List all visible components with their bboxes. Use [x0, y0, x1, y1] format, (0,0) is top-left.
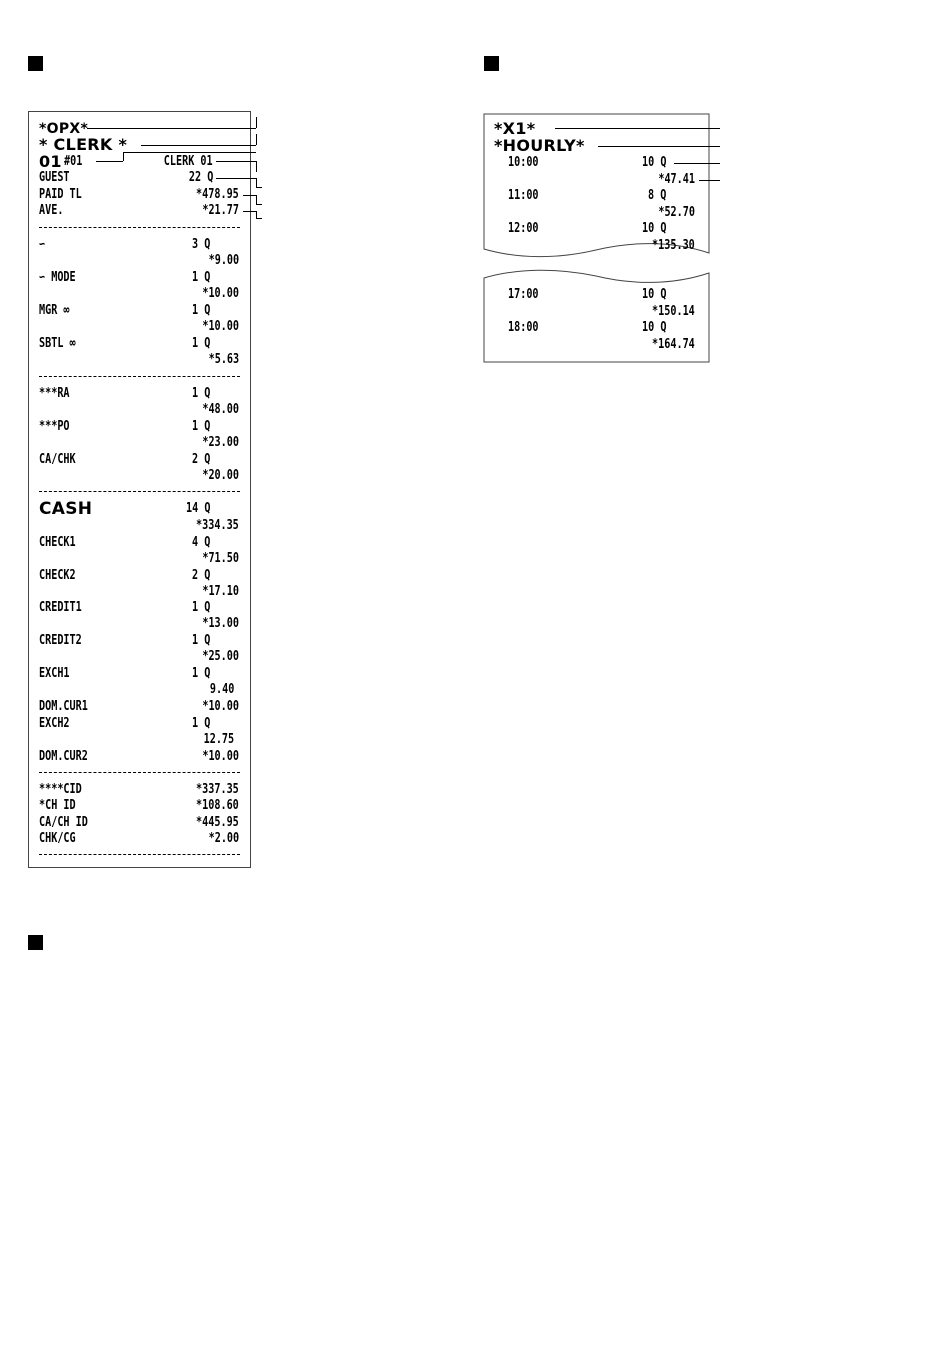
row-label: CREDIT1	[39, 600, 82, 615]
row-label: CHECK1	[39, 535, 76, 550]
row-count: 1 Q	[192, 386, 211, 401]
row-amount: *17.10	[202, 584, 239, 599]
hour-count: 10 Q	[642, 287, 667, 302]
callout-line-title-tick	[256, 134, 257, 145]
row-label: ***PO	[39, 419, 70, 434]
total-label: *CH ID	[39, 798, 76, 813]
row-label: EXCH1	[39, 666, 70, 681]
row-amount: 12.75	[203, 732, 234, 747]
clerk-code: 01	[39, 152, 62, 171]
paid-total-value: *478.95	[196, 187, 239, 202]
section-marker-hourly	[484, 56, 499, 71]
row-count: 4 Q	[192, 535, 211, 550]
row-label: CA/CHK	[39, 452, 76, 467]
callout-line-paid	[243, 195, 256, 196]
separator-5	[39, 854, 240, 855]
total-amount: *445.95	[196, 815, 239, 830]
section-marker-third	[28, 935, 43, 950]
hour-count: 10 Q	[642, 155, 667, 170]
row-count: 1 Q	[192, 633, 211, 648]
callout-line-guest	[216, 178, 256, 179]
hourly-title: *HOURLY*	[494, 136, 585, 155]
row-label: ***RA	[39, 386, 70, 401]
row-label: EXCH2	[39, 716, 70, 731]
row-amount: *20.00	[202, 468, 239, 483]
row-count: 1 Q	[192, 270, 211, 285]
callout-line-ave-end	[256, 218, 262, 219]
row-amount: *10.00	[202, 699, 239, 714]
callout-line-clerk-name-tick	[256, 161, 257, 172]
row-label: MGR ∞	[39, 303, 70, 318]
hour-time: 11:00	[508, 188, 539, 203]
hour-count: 10 Q	[642, 320, 667, 335]
receipt-title: * CLERK *	[39, 135, 128, 154]
hour-amount: *52.70	[658, 205, 695, 220]
separator-3	[39, 491, 240, 492]
callout-line-hourly-amount	[699, 180, 720, 181]
row-amount: *9.00	[208, 253, 239, 268]
callout-line-ave	[243, 211, 256, 212]
row-amount: *10.00	[202, 319, 239, 334]
hour-amount: *135.30	[652, 238, 695, 253]
row-label: DOM.CUR1	[39, 699, 88, 714]
callout-line-mode-tick	[256, 117, 257, 128]
callout-line-hourly-count	[674, 163, 720, 164]
row-amount: *23.00	[202, 435, 239, 450]
total-amount: *108.60	[196, 798, 239, 813]
callout-line-guest-end	[256, 187, 262, 188]
callout-line-title	[141, 145, 256, 146]
callout-line-ave-tick	[256, 211, 257, 218]
row-count: 2 Q	[192, 452, 211, 467]
row-count: 1 Q	[192, 600, 211, 615]
row-amount: *334.35	[196, 518, 239, 533]
callout-line-guest-tick	[256, 178, 257, 187]
row-count: 1 Q	[192, 666, 211, 681]
row-label: DOM.CUR2	[39, 749, 88, 764]
callout-line-clerk-name	[216, 161, 256, 162]
hour-time: 10:00	[508, 155, 539, 170]
hourly-mode: *X1*	[494, 119, 536, 138]
hour-amount: *47.41	[658, 172, 695, 187]
total-label: CHK/CG	[39, 831, 76, 846]
guest-label: GUEST	[39, 170, 70, 185]
average-value: *21.77	[202, 203, 239, 218]
average-label: AVE.	[39, 203, 64, 218]
row-amount: *48.00	[202, 402, 239, 417]
hour-count: 10 Q	[642, 221, 667, 236]
row-label: CREDIT2	[39, 633, 82, 648]
hour-time: 12:00	[508, 221, 539, 236]
callout-line-hourly-title	[598, 146, 720, 147]
callout-line-clerk-code	[96, 161, 123, 162]
total-amount: *337.35	[196, 782, 239, 797]
callout-line-clerk-code-tick	[123, 152, 124, 161]
receipt-mode: *OPX*	[39, 121, 89, 137]
row-amount: *10.00	[202, 749, 239, 764]
row-amount: *71.50	[202, 551, 239, 566]
clerk-number: #01	[64, 154, 83, 169]
row-amount: *5.63	[208, 352, 239, 367]
hour-count: 8 Q	[648, 188, 667, 203]
row-amount: *10.00	[202, 286, 239, 301]
row-label-cash: CASH	[39, 499, 93, 519]
hour-time: 18:00	[508, 320, 539, 335]
row-amount: *25.00	[202, 649, 239, 664]
callout-line-clerk-code-top	[123, 152, 256, 153]
callout-line-mode	[87, 128, 256, 129]
row-label: ∽	[39, 237, 46, 252]
row-count: 14 Q	[186, 501, 211, 516]
guest-value: 22 Q	[188, 170, 213, 185]
row-label: ∽ MODE	[39, 270, 76, 285]
row-count: 3 Q	[192, 237, 211, 252]
callout-line-paid-tick	[256, 195, 257, 204]
separator-1	[39, 227, 240, 228]
row-count: 1 Q	[192, 419, 211, 434]
row-label: SBTL ∞	[39, 336, 76, 351]
row-label: CHECK2	[39, 568, 76, 583]
callout-line-hourly-mode	[555, 128, 720, 129]
total-label: CA/CH ID	[39, 815, 88, 830]
hour-amount: *150.14	[652, 304, 695, 319]
row-amount: *13.00	[202, 616, 239, 631]
total-label: ****CID	[39, 782, 82, 797]
hour-time: 17:00	[508, 287, 539, 302]
row-count: 1 Q	[192, 336, 211, 351]
hour-amount: *164.74	[652, 337, 695, 352]
row-amount: 9.40	[209, 682, 234, 697]
row-count: 1 Q	[192, 303, 211, 318]
paid-total-label: PAID TL	[39, 187, 82, 202]
total-amount: *2.00	[208, 831, 239, 846]
callout-line-paid-end	[256, 204, 262, 205]
row-count: 1 Q	[192, 716, 211, 731]
row-count: 2 Q	[192, 568, 211, 583]
clerk-name: CLERK 01	[164, 154, 213, 169]
separator-4	[39, 772, 240, 773]
section-marker-clerk	[28, 56, 43, 71]
separator-2	[39, 376, 240, 377]
